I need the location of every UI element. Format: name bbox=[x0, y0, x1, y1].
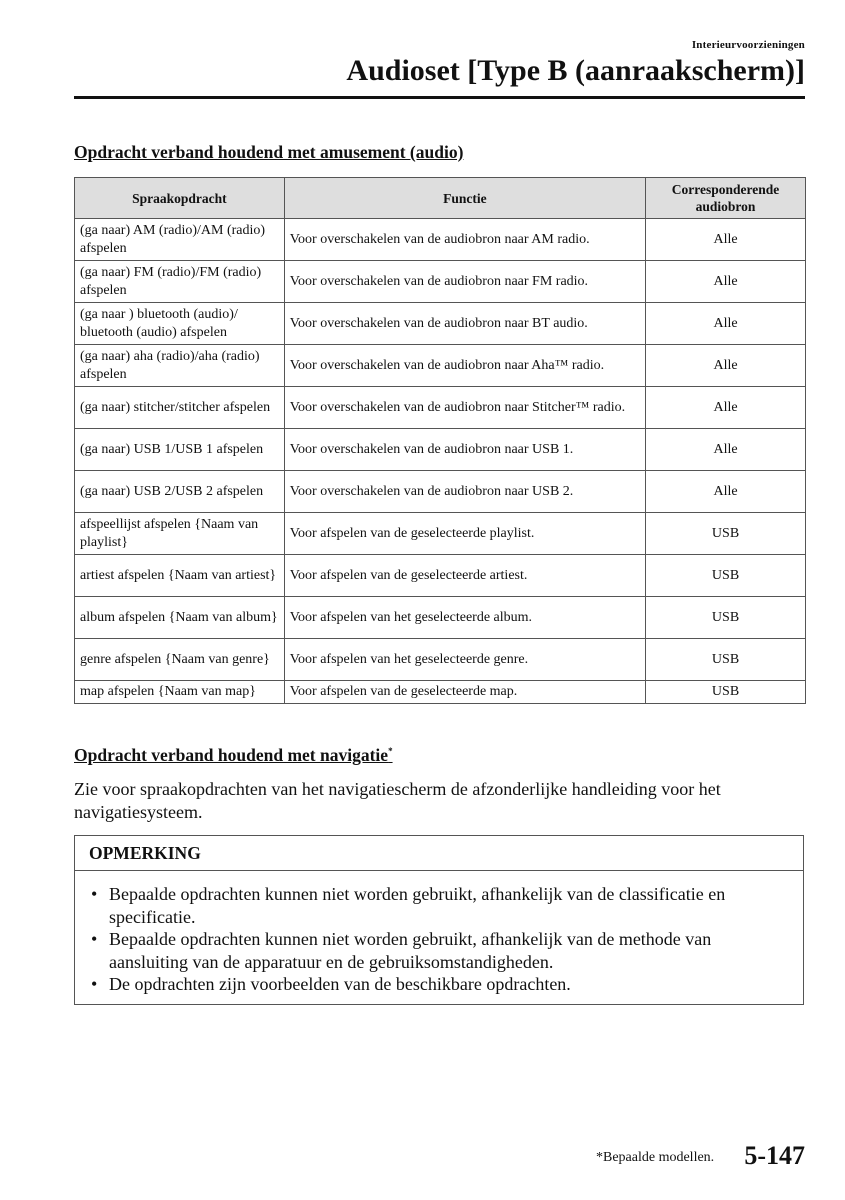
list-item bbox=[89, 928, 783, 973]
list-item bbox=[89, 883, 783, 928]
table-row bbox=[75, 513, 806, 555]
page-title: Audioset [Type B (aanraakscherm)] bbox=[346, 54, 805, 87]
note-list bbox=[75, 871, 803, 996]
audio-section-heading: Opdracht verband houdend met amusement (audio) bbox=[74, 142, 464, 162]
source-cell: Alle bbox=[646, 219, 806, 261]
source-cell: USB bbox=[646, 597, 806, 639]
command-cell: map afspelen {Naam van map} bbox=[75, 681, 285, 704]
table-row bbox=[75, 345, 806, 387]
navigation-description: Zie voor spraakopdrachten van het navigatiescherm de afzonderlijke handleiding voor het navigatiesysteem. bbox=[74, 779, 721, 822]
table-row bbox=[75, 639, 806, 681]
list-item bbox=[89, 973, 783, 996]
function-cell: Voor overschakelen van de audiobron naar FM radio. bbox=[284, 261, 645, 303]
source-cell: Alle bbox=[646, 429, 806, 471]
command-cell: artiest afspelen {Naam van artiest} bbox=[75, 555, 285, 597]
function-cell: Voor overschakelen van de audiobron naar AM radio. bbox=[284, 219, 645, 261]
command-cell: (ga naar) USB 2/USB 2 afspelen bbox=[75, 471, 285, 513]
table-row bbox=[75, 261, 806, 303]
command-cell: (ga naar) aha (radio)/aha (radio) afspelen bbox=[75, 345, 285, 387]
source-cell: USB bbox=[646, 555, 806, 597]
table-row bbox=[75, 555, 806, 597]
column-header-command: Spraakopdracht bbox=[75, 178, 285, 219]
bullet-icon: • bbox=[91, 884, 98, 904]
command-cell: (ga naar) AM (radio)/AM (radio) afspelen bbox=[75, 219, 285, 261]
command-cell: genre afspelen {Naam van genre} bbox=[75, 639, 285, 681]
source-cell: Alle bbox=[646, 471, 806, 513]
source-cell: USB bbox=[646, 513, 806, 555]
note-title: OPMERKING bbox=[75, 836, 803, 871]
note-box bbox=[74, 835, 804, 1005]
command-cell: album afspelen {Naam van album} bbox=[75, 597, 285, 639]
command-cell: (ga naar) stitcher/stitcher afspelen bbox=[75, 387, 285, 429]
voice-command-table bbox=[74, 177, 806, 704]
navigation-heading-text: Opdracht verband houdend met navigatie bbox=[74, 745, 389, 765]
note-item-text: De opdrachten zijn voorbeelden van de beschikbare opdrachten. bbox=[109, 974, 571, 994]
column-header-function: Functie bbox=[284, 178, 645, 219]
command-cell: (ga naar) USB 1/USB 1 afspelen bbox=[75, 429, 285, 471]
source-cell: USB bbox=[646, 639, 806, 681]
footnote-marker: * bbox=[388, 746, 393, 757]
function-cell: Voor overschakelen van de audiobron naar USB 2. bbox=[284, 471, 645, 513]
table-row bbox=[75, 681, 806, 704]
page-number: 5-147 bbox=[744, 1141, 805, 1170]
function-cell: Voor overschakelen van de audiobron naar Stitcher™ radio. bbox=[284, 387, 645, 429]
table-header-row bbox=[75, 178, 806, 219]
section-label: Interieurvoorzieningen bbox=[691, 39, 805, 51]
function-cell: Voor overschakelen van de audiobron naar BT audio. bbox=[284, 303, 645, 345]
source-cell: Alle bbox=[646, 387, 806, 429]
bullet-icon: • bbox=[91, 974, 98, 994]
function-cell: Voor afspelen van de geselecteerde map. bbox=[284, 681, 645, 704]
table-row bbox=[75, 471, 806, 513]
note-item-text: Bepaalde opdrachten kunnen niet worden gebruikt, afhankelijk van de methode van aansluiting van de apparatuur en de gebruiksomstandigheden. bbox=[109, 929, 712, 972]
command-cell: (ga naar) FM (radio)/FM (radio) afspelen bbox=[75, 261, 285, 303]
command-cell: (ga naar ) bluetooth (audio)/ bluetooth (audio) afspelen bbox=[75, 303, 285, 345]
footnote: *Bepaalde modellen. bbox=[596, 1150, 715, 1165]
note-item-text: Bepaalde opdrachten kunnen niet worden gebruikt, afhankelijk van de classificatie en specificatie. bbox=[109, 884, 726, 927]
source-cell: Alle bbox=[646, 261, 806, 303]
source-cell: Alle bbox=[646, 345, 806, 387]
header-divider bbox=[74, 96, 805, 99]
function-cell: Voor afspelen van het geselecteerde album. bbox=[284, 597, 645, 639]
source-cell: Alle bbox=[646, 303, 806, 345]
source-cell: USB bbox=[646, 681, 806, 704]
table-row bbox=[75, 303, 806, 345]
function-cell: Voor afspelen van de geselecteerde playlist. bbox=[284, 513, 645, 555]
function-cell: Voor overschakelen van de audiobron naar USB 1. bbox=[284, 429, 645, 471]
navigation-section-heading bbox=[74, 745, 393, 766]
bullet-icon: • bbox=[91, 929, 98, 949]
table-row bbox=[75, 429, 806, 471]
function-cell: Voor overschakelen van de audiobron naar Aha™ radio. bbox=[284, 345, 645, 387]
table-row bbox=[75, 219, 806, 261]
table-row bbox=[75, 597, 806, 639]
function-cell: Voor afspelen van het geselecteerde genre. bbox=[284, 639, 645, 681]
command-cell: afspeellijst afspelen {Naam van playlist} bbox=[75, 513, 285, 555]
table-row bbox=[75, 387, 806, 429]
function-cell: Voor afspelen van de geselecteerde artiest. bbox=[284, 555, 645, 597]
column-header-source: Corresponderende audiobron bbox=[646, 178, 806, 219]
